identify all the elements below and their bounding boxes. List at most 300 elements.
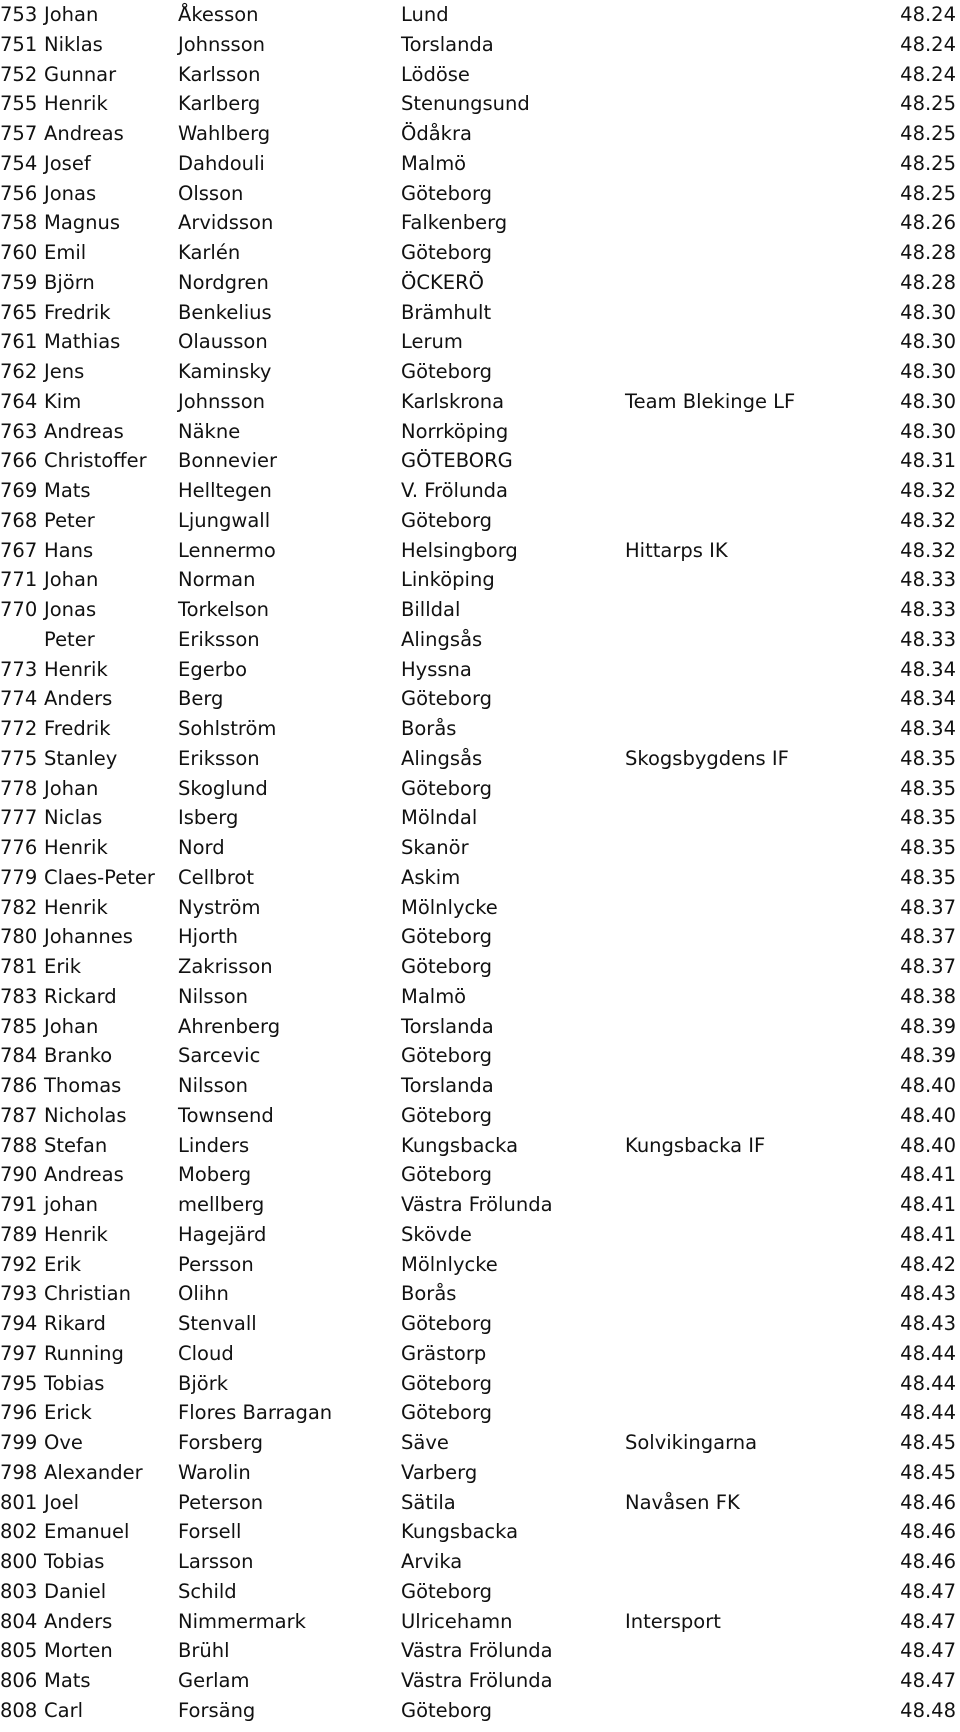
last-name: Bonnevier [178,449,277,473]
finish-time: 48.34 [900,717,956,740]
finish-time: 48.45 [900,1431,956,1454]
result-row [0,417,960,447]
finish-time: 48.46 [900,1490,956,1514]
result-row [0,922,960,952]
city: Mölnlycke [401,1252,498,1276]
bib-number: 793 [0,1282,38,1306]
finish-time: 48.35 [900,836,956,859]
last-name: Wahlberg [178,122,271,145]
first-name: Carl [44,1698,83,1722]
result-row [0,1279,960,1309]
city: Göteborg [401,1312,493,1335]
first-name: Branko [44,1044,113,1068]
last-name: Kaminsky [178,360,272,383]
city: Göteborg [401,508,493,532]
bib-number: 783 [0,984,38,1008]
first-name: Peter [44,627,95,651]
bib-number: 786 [0,1074,38,1097]
result-row [0,833,960,863]
first-name: Tobias [44,1550,105,1573]
finish-time: 48.25 [900,122,956,145]
first-name: Thomas [44,1074,122,1097]
finish-time: 48.41 [900,1193,956,1216]
result-row [0,744,960,774]
result-row [0,1220,960,1250]
city: Göteborg [401,955,493,978]
city: Göteborg [401,925,493,949]
last-name: Cellbrot [178,865,254,889]
city: Helsingborg [401,538,518,562]
city: Göteborg [401,1579,493,1603]
city: Lund [401,3,449,26]
first-name: Anders [44,687,113,711]
finish-time: 48.33 [900,627,956,651]
finish-time: 48.39 [900,1014,956,1038]
club: Hittarps IK [625,538,728,562]
city: Lödöse [401,62,470,86]
result-row [0,1041,960,1071]
city: Grästorp [401,1341,487,1365]
last-name: Olausson [178,330,268,354]
bib-number: 752 [0,62,38,86]
bib-number: 780 [0,925,38,949]
first-name: Mats [44,1669,91,1692]
last-name: Nord [178,836,225,859]
city: Linköping [401,568,495,592]
city: Västra Frölunda [401,1193,553,1216]
last-name: Sohlström [178,717,277,740]
result-row [0,179,960,209]
city: Borås [401,1282,457,1306]
bib-number: 778 [0,776,38,800]
last-name: Näkne [178,419,241,443]
finish-time: 48.25 [900,92,956,116]
last-name: Nordgren [178,270,269,294]
bib-number: 760 [0,241,38,264]
first-name: Henrik [44,1222,108,1246]
result-row [0,238,960,268]
finish-time: 48.44 [900,1371,956,1395]
result-row [0,625,960,655]
bib-number: 766 [0,449,38,473]
last-name: Forsell [178,1520,242,1544]
first-name: Erik [44,955,82,978]
city: Göteborg [401,1698,493,1722]
last-name: Persson [178,1252,254,1276]
first-name: Henrik [44,895,108,919]
city: Göteborg [401,776,493,800]
city: Göteborg [401,360,493,383]
result-row [0,1012,960,1042]
city: ÖCKERÖ [401,270,484,294]
last-name: Hagejärd [178,1222,267,1246]
first-name: Magnus [44,211,121,235]
first-name: Fredrik [44,300,111,324]
first-name: Fredrik [44,717,111,740]
result-row [0,1160,960,1190]
city: GÖTEBORG [401,449,513,473]
result-row [0,1369,960,1399]
bib-number: 753 [0,3,38,26]
last-name: Townsend [178,1103,274,1127]
first-name: Johannes [44,925,133,949]
last-name: Karlsson [178,62,261,86]
first-name: Stefan [44,1133,108,1157]
first-name: Rickard [44,984,117,1008]
bib-number: 798 [0,1460,38,1484]
result-row [0,1577,960,1607]
finish-time: 48.30 [900,300,956,324]
bib-number: 790 [0,1163,38,1187]
last-name: Ahrenberg [178,1014,281,1038]
result-row [0,863,960,893]
first-name: Ove [44,1431,83,1454]
last-name: Isberg [178,806,239,830]
city: Säve [401,1431,449,1454]
city: Göteborg [401,241,493,264]
last-name: Benkelius [178,300,272,324]
bib-number: 794 [0,1312,38,1335]
finish-time: 48.34 [900,687,956,711]
club: Kungsbacka IF [625,1133,766,1157]
result-row [0,774,960,804]
bib-number: 767 [0,538,38,562]
city: Skövde [401,1222,472,1246]
finish-time: 48.39 [900,1044,956,1068]
first-name: Niclas [44,806,103,830]
city: Göteborg [401,1163,493,1187]
last-name: Karlberg [178,92,261,116]
city: Stenungsund [401,92,530,116]
bib-number: 789 [0,1222,38,1246]
result-row [0,1696,960,1726]
result-row [0,565,960,595]
city: Billdal [401,598,461,621]
finish-time: 48.38 [900,984,956,1008]
bib-number: 805 [0,1639,38,1663]
first-name: Jens [44,360,85,383]
result-row [0,595,960,625]
bib-number: 755 [0,92,38,116]
city: Malmö [401,151,467,175]
bib-number: 795 [0,1371,38,1395]
bib-number: 808 [0,1698,38,1722]
first-name: Morten [44,1639,113,1663]
last-name: Zakrisson [178,955,273,978]
bib-number: 762 [0,360,38,383]
first-name: Björn [44,270,95,294]
result-row [0,506,960,536]
finish-time: 48.43 [900,1312,956,1335]
first-name: Johan [44,3,99,26]
city: Borås [401,717,457,740]
finish-time: 48.26 [900,211,956,235]
city: Göteborg [401,1044,493,1068]
result-row [0,30,960,60]
result-row [0,298,960,328]
finish-time: 48.46 [900,1550,956,1573]
finish-time: 48.35 [900,865,956,889]
finish-time: 48.28 [900,241,956,264]
bib-number: 799 [0,1431,38,1454]
last-name: Olihn [178,1282,229,1306]
result-row [0,714,960,744]
finish-time: 48.40 [900,1103,956,1127]
last-name: Åkesson [178,3,259,26]
city: Göteborg [401,1401,493,1425]
finish-time: 48.28 [900,270,956,294]
last-name: Warolin [178,1460,251,1484]
first-name: Andreas [44,419,124,443]
result-row [0,0,960,30]
first-name: Erik [44,1252,82,1276]
bib-number: 754 [0,151,38,175]
bib-number: 765 [0,300,38,324]
city: Arvika [401,1550,463,1573]
finish-time: 48.48 [900,1698,956,1722]
finish-time: 48.34 [900,657,956,681]
result-row [0,1607,960,1637]
club: Navåsen FK [625,1490,740,1514]
last-name: Brühl [178,1639,230,1663]
first-name: Johan [44,568,99,592]
first-name: Mathias [44,330,121,354]
result-row [0,149,960,179]
result-row [0,952,960,982]
result-row [0,1339,960,1369]
first-name: Emil [44,241,87,264]
finish-time: 48.35 [900,806,956,830]
first-name: Stanley [44,746,118,770]
result-row [0,1190,960,1220]
last-name: Olsson [178,181,244,205]
first-name: Josef [44,151,91,175]
last-name: Sarcevic [178,1044,261,1068]
bib-number: 769 [0,479,38,502]
first-name: Tobias [44,1371,105,1395]
bib-number: 804 [0,1609,38,1633]
last-name: Karlén [178,241,241,264]
city: Göteborg [401,181,493,205]
result-row [0,327,960,357]
bib-number: 770 [0,598,38,621]
city: Torslanda [401,32,494,56]
bib-number: 792 [0,1252,38,1276]
finish-time: 48.41 [900,1222,956,1246]
bib-number: 763 [0,419,38,443]
result-row [0,1250,960,1280]
result-row [0,893,960,923]
result-row [0,1428,960,1458]
result-row [0,1666,960,1696]
first-name: Peter [44,508,95,532]
result-row [0,60,960,90]
first-name: Jonas [44,598,97,621]
city: Göteborg [401,687,493,711]
finish-time: 48.42 [900,1252,956,1276]
last-name: Stenvall [178,1312,257,1335]
result-row [0,446,960,476]
result-row [0,655,960,685]
bib-number: 757 [0,122,38,145]
result-row [0,1131,960,1161]
finish-time: 48.32 [900,508,956,532]
club: Intersport [625,1609,721,1633]
finish-time: 48.44 [900,1341,956,1365]
result-row [0,982,960,1012]
last-name: Flores Barragan [178,1401,333,1425]
city: Norrköping [401,419,509,443]
last-name: Johnsson [178,32,266,56]
result-row [0,1488,960,1518]
last-name: Helltegen [178,479,272,502]
club: Skogsbygdens IF [625,746,789,770]
result-row [0,803,960,833]
result-row [0,1547,960,1577]
last-name: Björk [178,1371,229,1395]
bib-number: 764 [0,389,38,413]
finish-time: 48.25 [900,181,956,205]
city: Kungsbacka [401,1520,519,1544]
city: Karlskrona [401,389,505,413]
first-name: Christoffer [44,449,147,473]
first-name: Henrik [44,92,108,116]
bib-number: 759 [0,270,38,294]
city: Mölndal [401,806,478,830]
first-name: Nicholas [44,1103,127,1127]
city: Lerum [401,330,463,354]
result-row [0,1398,960,1428]
bib-number: 772 [0,717,38,740]
city: Skanör [401,836,469,859]
city: Malmö [401,984,467,1008]
finish-time: 48.44 [900,1401,956,1425]
finish-time: 48.24 [900,32,956,56]
last-name: Eriksson [178,627,260,651]
last-name: Berg [178,687,224,711]
last-name: Nimmermark [178,1609,306,1633]
city: Ulricehamn [401,1609,513,1633]
city: Alingsås [401,627,483,651]
finish-time: 48.35 [900,746,956,770]
bib-number: 773 [0,657,38,681]
result-row [0,476,960,506]
bib-number: 776 [0,836,38,859]
first-name: Andreas [44,1163,124,1187]
finish-time: 48.37 [900,895,956,919]
club: Solvikingarna [625,1431,758,1454]
result-row [0,1458,960,1488]
city: Askim [401,865,461,889]
first-name: Gunnar [44,62,117,86]
result-row [0,208,960,238]
city: Sätila [401,1490,456,1514]
first-name: Henrik [44,836,108,859]
last-name: Nilsson [178,1074,249,1097]
last-name: Gerlam [178,1669,250,1692]
first-name: Johan [44,1014,99,1038]
last-name: Forsäng [178,1698,256,1722]
first-name: Claes-Peter [44,865,155,889]
last-name: Nyström [178,895,261,919]
first-name: Rikard [44,1312,106,1335]
result-row [0,684,960,714]
bib-number: 774 [0,687,38,711]
finish-time: 48.30 [900,389,956,413]
first-name: Henrik [44,657,108,681]
city: Västra Frölunda [401,1669,553,1692]
first-name: Erick [44,1401,92,1425]
city: Mölnlycke [401,895,498,919]
last-name: Hjorth [178,925,239,949]
last-name: Moberg [178,1163,252,1187]
first-name: Jonas [44,181,97,205]
bib-number: 768 [0,508,38,532]
finish-time: 48.30 [900,419,956,443]
city: Falkenberg [401,211,508,235]
finish-time: 48.46 [900,1520,956,1544]
bib-number: 781 [0,955,38,978]
last-name: Larsson [178,1550,254,1573]
finish-time: 48.33 [900,568,956,592]
bib-number: 771 [0,568,38,592]
finish-time: 48.37 [900,925,956,949]
bib-number: 779 [0,865,38,889]
finish-time: 48.24 [900,3,956,26]
result-row [0,536,960,566]
first-name: Mats [44,479,91,502]
first-name: Christian [44,1282,131,1306]
last-name: Norman [178,568,256,592]
city: Ödåkra [401,122,472,145]
result-row [0,119,960,149]
result-row [0,357,960,387]
city: Kungsbacka [401,1133,519,1157]
result-row [0,387,960,417]
finish-time: 48.47 [900,1609,956,1633]
first-name: Andreas [44,122,124,145]
last-name: Skoglund [178,776,268,800]
bib-number: 761 [0,330,38,354]
first-name: Running [44,1341,124,1365]
last-name: Cloud [178,1341,234,1365]
last-name: Johnsson [178,389,266,413]
last-name: Schild [178,1579,237,1603]
result-row [0,268,960,298]
last-name: mellberg [178,1193,265,1216]
city: Västra Frölunda [401,1639,553,1663]
first-name: Niklas [44,32,103,56]
finish-time: 48.24 [900,62,956,86]
bib-number: 806 [0,1669,38,1692]
city: V. Frölunda [401,479,509,502]
result-row [0,1101,960,1131]
bib-number: 788 [0,1133,38,1157]
bib-number: 777 [0,806,38,830]
bib-number: 756 [0,181,38,205]
result-row [0,1309,960,1339]
result-row [0,1636,960,1666]
last-name: Peterson [178,1490,264,1514]
finish-time: 48.35 [900,776,956,800]
first-name: Emanuel [44,1520,130,1544]
city: Varberg [401,1460,478,1484]
finish-time: 48.47 [900,1639,956,1663]
city: Torslanda [401,1074,494,1097]
bib-number: 751 [0,32,38,56]
first-name: Joel [44,1490,80,1514]
finish-time: 48.33 [900,598,956,621]
